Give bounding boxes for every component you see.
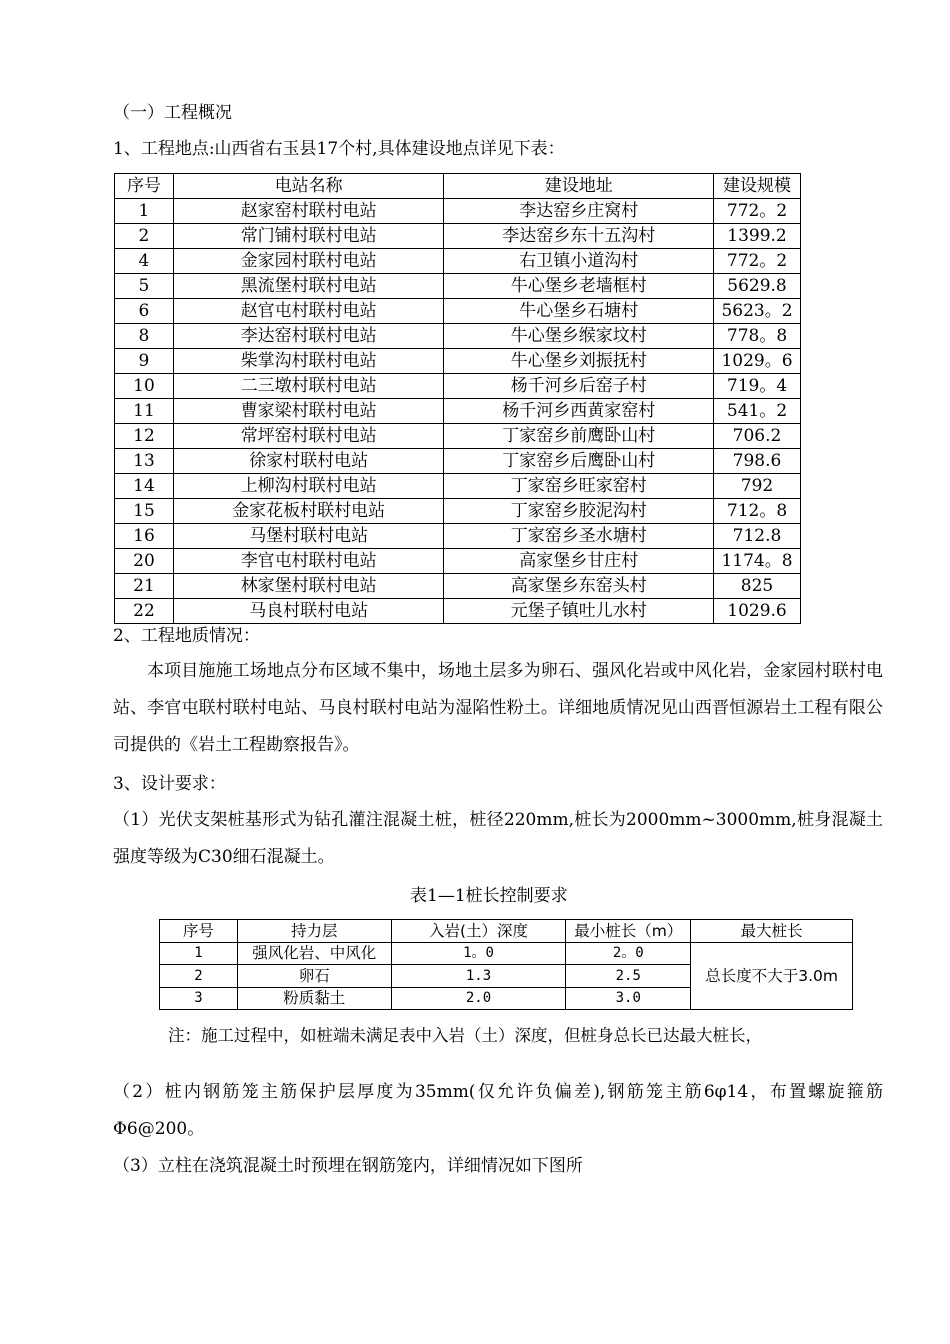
table1-cell: 牛心堡乡石塘村 [444,299,714,324]
table1-cell: 712。8 [714,499,801,524]
table1-row [115,549,801,574]
table2-header: 序号 [160,920,238,943]
table1-cell: 5623。2 [714,299,801,324]
table1-row [115,349,801,374]
table1-cell: 牛心堡乡刘振抚村 [444,349,714,374]
table1-cell: 772。2 [714,249,801,274]
table2-cell: 1。0 [391,942,566,965]
table1-row [115,499,801,524]
table1-cell: 黑流堡村联村电站 [173,274,444,299]
station-table [114,173,801,624]
table1-cell: 金家花板村联村电站 [173,499,444,524]
table1-cell: 柴掌沟村联村电站 [173,349,444,374]
table2-header: 入岩(土）深度 [391,920,566,943]
table2-cell: 2 [160,965,238,988]
table2-cell: 卵石 [237,965,391,988]
table1-row [115,199,801,224]
geology-paragraph: 本项目施施工场地点分布区域不集中，场地土层多为卵石、强风化岩或中风化岩，金家园村联村电站、李官屯联村联村电站、马良村联村电站为湿陷性粉土。详细地质情况见山西晋恒源岩土工程有限公司提供的《岩土工程勘察报告》。 [113,661,883,755]
table1-cell: 金家园村联村电站 [173,249,444,274]
table1-row [115,224,801,249]
table1-cell: 16 [115,524,174,549]
table1-row [115,274,801,299]
table1-cell: 丁家窑乡圣水塘村 [444,524,714,549]
table1-cell: 778。8 [714,324,801,349]
requirement-1: （1）光伏支架桩基形式为钻孔灌注混凝土桩，桩径220mm,桩长为2000mm~3000mm,桩身混凝土强度等级为C30细石混凝土。 [113,810,883,867]
table2-caption: 表1—1桩长控制要求 [410,886,568,906]
table1-cell: 792 [714,474,801,499]
table1-cell: 丁家窑乡胶泥沟村 [444,499,714,524]
table1-cell: 4 [115,249,174,274]
section-title: （一）工程概况 [113,103,232,123]
table1-cell: 11 [115,399,174,424]
table2-header: 最小桩长（m） [566,920,691,943]
table1-header: 建设地址 [444,174,714,199]
table1-cell: 李达窑乡东十五沟村 [444,224,714,249]
table1-cell: 二三墩村联村电站 [173,374,444,399]
table1-cell: 1029。6 [714,349,801,374]
table1-cell: 曹家梁村联村电站 [173,399,444,424]
table1-cell: 772。2 [714,199,801,224]
table1-header: 建设规模 [714,174,801,199]
table2-cell: 2.0 [391,987,566,1010]
table1-header-row [115,174,801,199]
table1-cell: 825 [714,574,801,599]
table1-row [115,399,801,424]
table1-cell: 李官屯村联村电站 [173,549,444,574]
table1-row [115,599,801,624]
table1-cell: 20 [115,549,174,574]
table1-cell: 马良村联村电站 [173,599,444,624]
table1-row [115,374,801,399]
table1-row [115,324,801,349]
table2-cell: 3.0 [566,987,691,1010]
table2-cell: 1.3 [391,965,566,988]
table1-cell: 712.8 [714,524,801,549]
table1-cell: 1174。8 [714,549,801,574]
table1-cell: 1 [115,199,174,224]
table1-cell: 10 [115,374,174,399]
table1-row [115,449,801,474]
table1-row [115,574,801,599]
table1-row [115,474,801,499]
table2-cell: 2。0 [566,942,691,965]
table1-cell: 15 [115,499,174,524]
table1-cell: 丁家窑乡旺家窑村 [444,474,714,499]
table1-cell: 5629.8 [714,274,801,299]
table1-cell: 牛心堡乡缑家坟村 [444,324,714,349]
location-heading: 1、工程地点:山西省右玉县17个村,具体建设地点详见下表： [113,139,565,159]
table1-header: 电站名称 [173,174,444,199]
table1-cell: 1029.6 [714,599,801,624]
table1-cell: 9 [115,349,174,374]
table1-cell: 牛心堡乡老墙框村 [444,274,714,299]
table1-cell: 常门铺村联村电站 [173,224,444,249]
table2-cell: 粉质黏土 [237,987,391,1010]
table1-cell: 元堡子镇吐儿水村 [444,599,714,624]
table2-cell: 2.5 [566,965,691,988]
table1-cell: 2 [115,224,174,249]
requirement-2: （2）桩内钢筋笼主筋保护层厚度为35mm(仅允许负偏差),钢筋笼主筋6φ14，布置螺旋箍筋Φ6@200。 [113,1082,883,1139]
table2-note: 注：施工过程中，如桩端未满足表中入岩（土）深度，但桩身总长已达最大桩长， [168,1026,762,1045]
table2-cell: 1 [160,942,238,965]
table1-cell: 719。4 [714,374,801,399]
table2-row [160,942,853,965]
table1-cell: 8 [115,324,174,349]
table1-cell: 赵官屯村联村电站 [173,299,444,324]
pile-length-table [159,919,853,1010]
table1-cell: 杨千河乡西黄家窑村 [444,399,714,424]
table1-cell: 林家堡村联村电站 [173,574,444,599]
table2-header: 持力层 [237,920,391,943]
table1-cell: 5 [115,274,174,299]
table1-cell: 李达窑乡庄窝村 [444,199,714,224]
table1-cell: 高家堡乡东窑头村 [444,574,714,599]
design-heading: 3、设计要求： [113,774,226,794]
table1-cell: 6 [115,299,174,324]
table1-cell: 798.6 [714,449,801,474]
requirement-3: （3）立柱在浇筑混凝土时预埋在钢筋笼内，详细情况如下图所 [113,1156,583,1176]
table2-header-row [160,920,853,943]
table1-cell: 丁家窑乡前鹰卧山村 [444,424,714,449]
table1-cell: 马堡村联村电站 [173,524,444,549]
table1-cell: 高家堡乡甘庄村 [444,549,714,574]
table1-cell: 21 [115,574,174,599]
table1-cell: 徐家村联村电站 [173,449,444,474]
table1-cell: 706.2 [714,424,801,449]
table1-cell: 右卫镇小道沟村 [444,249,714,274]
table1-row [115,424,801,449]
table1-cell: 22 [115,599,174,624]
table1-cell: 丁家窑乡后鹰卧山村 [444,449,714,474]
table1-cell: 14 [115,474,174,499]
table1-cell: 541。2 [714,399,801,424]
max-length-cell: 总长度不大于3.0m [691,942,853,1010]
table2-cell: 强风化岩、中风化 [237,942,391,965]
table1-row [115,524,801,549]
table1-cell: 常坪窑村联村电站 [173,424,444,449]
table2-header: 最大桩长 [691,920,853,943]
table1-cell: 李达窑村联村电站 [173,324,444,349]
table1-row [115,299,801,324]
table1-cell: 12 [115,424,174,449]
table1-cell: 上柳沟村联村电站 [173,474,444,499]
table1-cell: 杨千河乡后窑子村 [444,374,714,399]
geology-heading: 2、工程地质情况： [113,626,260,646]
table1-cell: 赵家窑村联村电站 [173,199,444,224]
table1-row [115,249,801,274]
table1-header: 序号 [115,174,174,199]
table1-cell: 1399.2 [714,224,801,249]
table1-cell: 13 [115,449,174,474]
table2-cell: 3 [160,987,238,1010]
